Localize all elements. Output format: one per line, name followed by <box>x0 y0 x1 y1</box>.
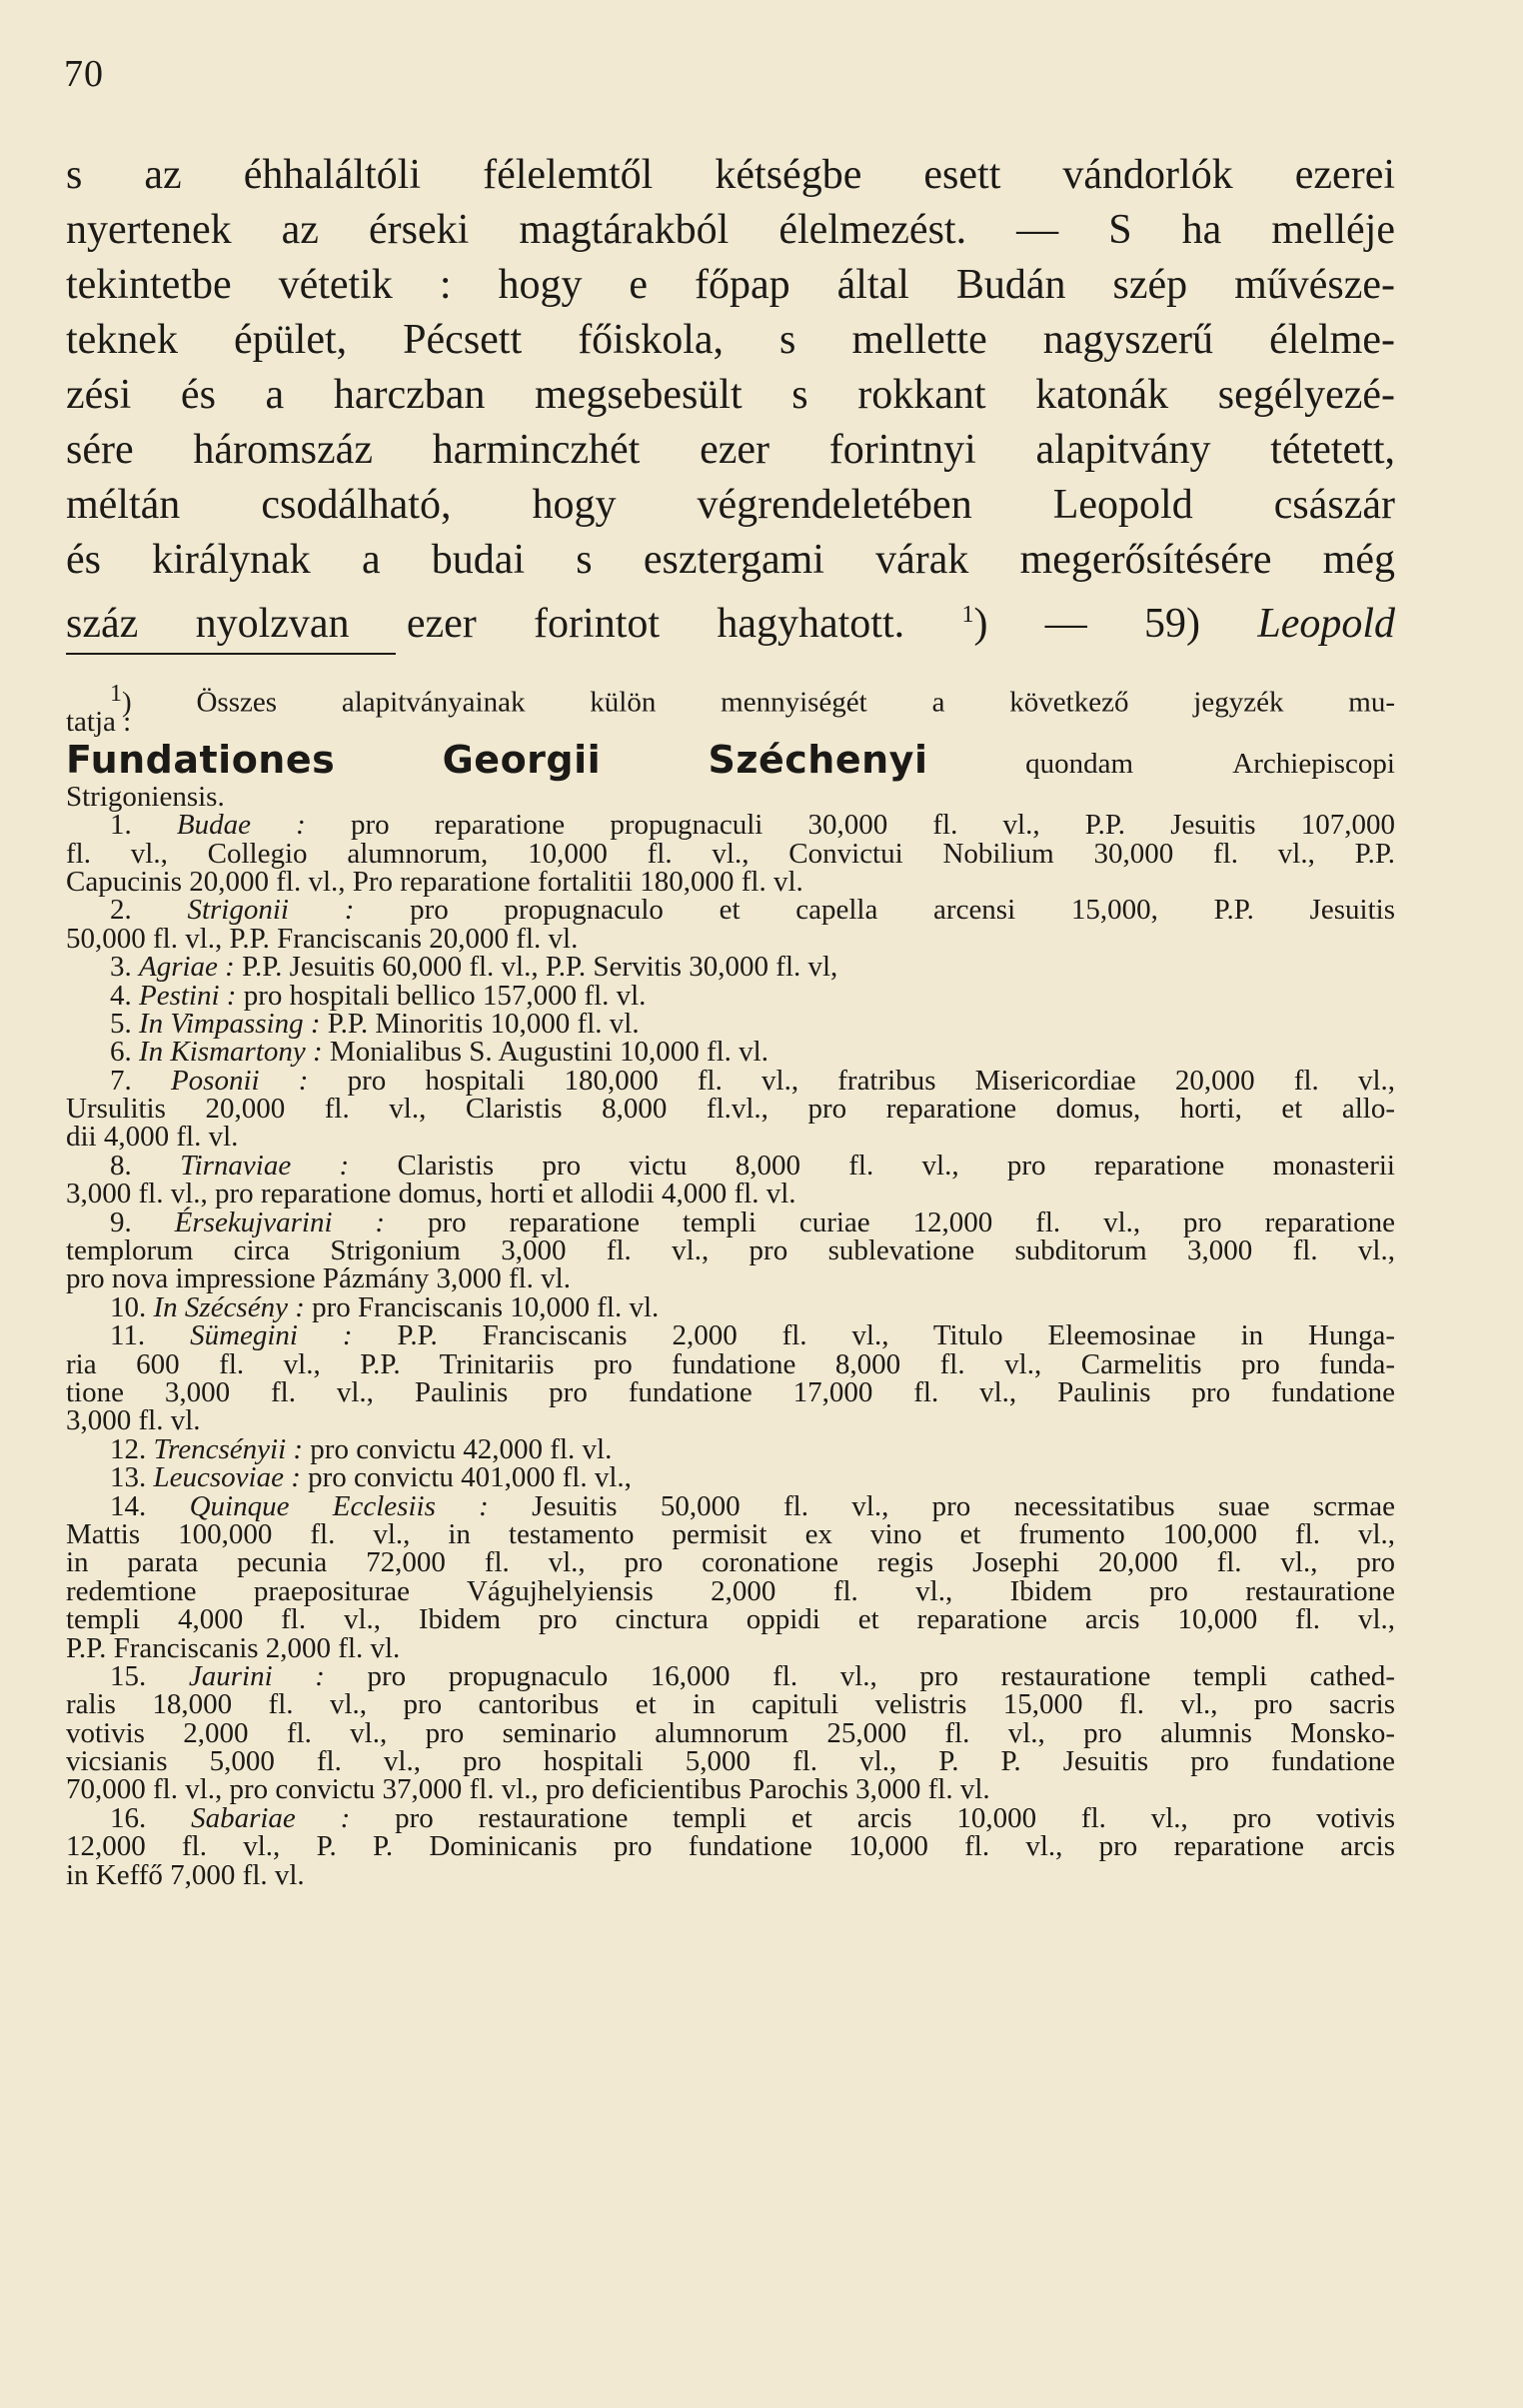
fundation-item-first-line <box>66 1319 1395 1352</box>
fundation-item-text: Monialibus S. Augustini 10,000 fl. vl. <box>329 1036 768 1069</box>
fundation-item <box>66 951 1395 984</box>
fundation-item-place: Leucsoviae : <box>153 1461 309 1494</box>
fundation-item-number: 6. <box>110 1036 139 1069</box>
footnote-reference[interactable]: 1 <box>961 602 974 628</box>
fundation-item-line: P.P. Franciscanis 2,000 fl. vl. <box>66 1631 401 1664</box>
main-text-line: tekintetbe vétetik : hogy e főpap által Budán szép művésze- <box>66 262 1395 308</box>
main-last-text: száz nyolzvan ezer forintot hagyhatott. <box>66 601 905 647</box>
fundation-item-line: templorum circa Strigonium 3,000 fl. vl., pro sublevatione subditorum 3,000 fl. vl., <box>66 1234 1395 1267</box>
fundation-item-line: in parata pecunia 72,000 fl. vl., pro coronatione regis Josephi 20,000 fl. vl., pro <box>66 1546 1395 1579</box>
fundation-item-first-line <box>66 809 1395 842</box>
fundation-item-text: pro hospitali 180,000 fl. vl., fratribus Misericordiae 20,000 fl. vl., <box>347 1064 1396 1097</box>
fundation-item <box>66 1489 1396 1664</box>
fundation-item <box>66 811 1395 896</box>
fundation-item-line: pro nova impressione Pázmány 3,000 fl. vl. <box>66 1262 571 1295</box>
fundation-list <box>66 811 1395 1889</box>
fundation-item-line: in Keffő 7,000 fl. vl. <box>66 1858 305 1891</box>
main-last-italic: Leopold <box>1257 601 1396 647</box>
fundation-item-first-line <box>66 1036 1395 1069</box>
fundation-item-place: Érsekujvarini : <box>174 1205 428 1238</box>
fundation-item-text: pro reparatione templi curiae 12,000 fl. vl., pro reparatione <box>427 1205 1395 1238</box>
fundation-item <box>66 1290 1395 1323</box>
fundation-item-number: 10. <box>110 1290 154 1323</box>
fundation-item-number: 8. <box>110 1149 181 1182</box>
fundation-item-number: 2. <box>110 894 188 927</box>
fundation-item <box>66 1149 1395 1210</box>
fundation-item-number: 13. <box>110 1461 154 1494</box>
fundation-item <box>66 1461 1395 1494</box>
fundation-item-line: Capucinis 20,000 fl. vl., Pro reparatione fortalitii 180,000 fl. vl. <box>66 865 803 898</box>
fundation-item <box>66 1801 1396 1891</box>
fundation-item-line: Ursulitis 20,000 fl. vl., Claristis 8,000 fl.vl., pro reparatione domus, horti, et allo- <box>66 1093 1395 1126</box>
fundation-item-place: In Kismartony : <box>139 1036 330 1069</box>
fundation-item-line: ralis 18,000 fl. vl., pro cantoribus et in capituli velistris 15,000 fl. vl., pro sacris <box>66 1688 1395 1721</box>
fundation-item-first-line <box>66 1461 1395 1494</box>
fundation-item <box>66 1432 1395 1465</box>
fundation-item-place: Budae : <box>176 809 351 842</box>
footnote-intro-line2: tatja : <box>66 706 132 739</box>
fundation-item-place: Agriae : <box>139 951 243 984</box>
fundation-item-number: 14. <box>110 1489 190 1522</box>
fundation-item-text: pro Franciscanis 10,000 fl. vl. <box>312 1290 660 1323</box>
fundation-item-text: pro reparatione propugnaculi 30,000 fl. vl., P.P. Jesuitis 107,000 <box>350 809 1395 842</box>
fundationes-heading-bold <box>66 738 927 782</box>
fundation-item <box>66 1321 1395 1435</box>
fundation-item-number: 5. <box>110 1007 139 1040</box>
fundation-item-place: In Vimpassing : <box>139 1007 328 1040</box>
fundation-item-text: pro restauratione templi et arcis 10,000 fl. vl., pro votivis <box>395 1801 1396 1834</box>
fundation-item-text: P.P. Minoritis 10,000 fl. vl. <box>327 1007 640 1040</box>
page-number: 70 <box>64 53 104 95</box>
fundation-item-first-line <box>66 1290 1395 1323</box>
fundation-item-first-line <box>66 1205 1395 1238</box>
heading-bold-main: Fundationes Georgii Szécheny <box>66 737 914 782</box>
fundation-item-number: 9. <box>110 1205 175 1238</box>
footnote-divider <box>66 653 396 655</box>
fundation-item-place: Sabariae : <box>191 1801 396 1834</box>
fundation-item-line: templi 4,000 fl. vl., Ibidem pro cinctura oppidi et reparatione arcis 10,000 fl. vl., <box>66 1603 1395 1636</box>
fundation-item-first-line <box>66 1007 1395 1040</box>
fundationes-heading <box>66 737 1395 783</box>
footnote-mark: 1 <box>110 681 122 707</box>
main-text-line: s az éhhaláltóli félelemtől kétségbe esett vándorlók ezerei <box>66 152 1395 198</box>
fundation-item-text: pro propugnaculo 16,000 fl. vl., pro restauratione templi cathed- <box>367 1659 1395 1692</box>
footnote-block <box>66 680 1395 1889</box>
fundation-item-place: Posonii : <box>170 1064 348 1097</box>
fundation-item-first-line <box>66 951 1395 984</box>
fundation-item-place: Sümegini : <box>190 1319 398 1352</box>
fundation-item-text: pro hospitali bellico 157,000 fl. vl. <box>243 979 647 1012</box>
fundation-item-place: Pestini : <box>139 979 244 1012</box>
fundation-item-place: Trencsényii : <box>153 1432 311 1465</box>
fundation-item-line: 70,000 fl. vl., pro convictu 37,000 fl. vl., pro deficientibus Parochis 3,000 fl. vl. <box>66 1773 990 1806</box>
heading-bold-tail: i <box>913 737 928 782</box>
fundation-item-line: 3,000 fl. vl., pro reparatione domus, horti et allodii 4,000 fl. vl. <box>66 1178 796 1210</box>
fundation-item-line: 3,000 fl. vl. <box>66 1404 201 1437</box>
main-last-after: ) — 59) <box>973 601 1201 647</box>
fundation-item-number: 16. <box>110 1801 192 1834</box>
fundationes-heading-line2: Strigoniensis. <box>66 780 225 813</box>
fundation-item-place: Quinque Ecclesiis : <box>189 1489 533 1522</box>
fundation-item-line: 12,000 fl. vl., P. P. Dominicanis pro fundatione 10,000 fl. vl., pro reparatione arcis <box>66 1830 1395 1863</box>
fundation-item-place: In Szécsény : <box>153 1290 313 1323</box>
fundation-item-text: P.P. Jesuitis 60,000 fl. vl., P.P. Servitis 30,000 fl. vl, <box>242 951 838 984</box>
fundation-item-place: Tirnaviae : <box>180 1149 398 1182</box>
fundation-item-number: 4. <box>110 979 139 1012</box>
fundation-item-text: P.P. Franciscanis 2,000 fl. vl., Titulo Eleemosinae in Hunga- <box>397 1319 1395 1352</box>
fundation-item-text: pro convictu 401,000 fl. vl., <box>308 1461 632 1494</box>
fundation-item <box>66 1205 1395 1295</box>
fundation-item-number: 7. <box>110 1064 171 1097</box>
fundation-item-line: redemtione praepositurae Vágujhelyiensis 2,000 fl. vl., Ibidem pro restauratione <box>66 1574 1395 1607</box>
fundation-item-number: 11. <box>110 1319 191 1352</box>
fundation-item-number: 1. <box>110 809 177 842</box>
fundation-item <box>66 1007 1395 1040</box>
fundation-item-line: ria 600 fl. vl., P.P. Trinitariis pro fundatione 8,000 fl. vl., Carmelitis pro funda- <box>66 1347 1395 1380</box>
main-text-line: sére háromszáz harminczhét ezer forintnyi alapitvány tétetett, <box>66 427 1395 473</box>
fundation-item-first-line <box>66 1489 1396 1522</box>
fundation-item-line: tione 3,000 fl. vl., Paulinis pro fundatione 17,000 fl. vl., Paulinis pro fundatione <box>66 1375 1395 1408</box>
main-text-line: nyertenek az érseki magtárakból élelmezést. — S ha melléje <box>66 207 1395 253</box>
fundation-item-number: 15. <box>110 1659 189 1692</box>
fundation-item-place: Jaurini : <box>188 1659 368 1692</box>
fundation-item-first-line <box>66 1801 1396 1834</box>
main-text-line: zési és a harczban megsebesült s rokkant katonák segélyezé- <box>66 372 1395 418</box>
fundation-item-text: pro convictu 42,000 fl. vl. <box>310 1432 613 1465</box>
main-text-last-line <box>66 588 1396 647</box>
fundation-item <box>66 1659 1395 1806</box>
main-text-line: méltán csodálható, hogy végrendeletében Leopold császár <box>66 482 1395 528</box>
fundation-item-first-line <box>66 1064 1396 1097</box>
fundation-item <box>66 1064 1396 1154</box>
fundation-item-line: Mattis 100,000 fl. vl., in testamento permisit ex vino et frumento 100,000 fl. vl., <box>66 1517 1395 1550</box>
fundation-item-text: pro propugnaculo et capella arcensi 15,000, P.P. Jesuitis <box>410 894 1396 927</box>
fundation-item-first-line <box>66 894 1396 927</box>
fundation-item <box>66 1036 1395 1069</box>
fundation-item-text: Jesuitis 50,000 fl. vl., pro necessitatibus suae scrmae <box>532 1489 1396 1522</box>
fundation-item <box>66 896 1395 953</box>
main-text-line: és királynak a budai s esztergami várak megerősítésére még <box>66 537 1395 583</box>
fundation-item-first-line <box>66 1432 1395 1465</box>
fundation-item <box>66 979 1395 1012</box>
fundation-item-line: votivis 2,000 fl. vl., pro seminario alumnorum 25,000 fl. vl., pro alumnis Monsko- <box>66 1716 1395 1749</box>
fundationes-heading-rest: quondam Archiepiscopi <box>1025 747 1395 780</box>
fundation-item-place: Strigonii : <box>187 894 411 927</box>
fundation-item-line: 50,000 fl. vl., P.P. Franciscanis 20,000 fl. vl. <box>66 922 579 955</box>
fundation-item-number: 12. <box>110 1432 154 1465</box>
fundation-item-first-line <box>66 1149 1395 1182</box>
fundation-item-text: Claristis pro victu 8,000 fl. vl., pro reparatione monasterii <box>397 1149 1395 1182</box>
footnote-intro-text: ) Összes alapitványainak külön mennyiségét a következő jegyzék mu- <box>122 686 1395 719</box>
fundation-item-line: vicsianis 5,000 fl. vl., pro hospitali 5,000 fl. vl., P. P. Jesuitis pro fundatione <box>66 1745 1395 1778</box>
main-text-line: teknek épület, Pécsett főiskola, s mellette nagyszerű élelme- <box>66 317 1395 363</box>
fundation-item-line: fl. vl., Collegio alumnorum, 10,000 fl. vl., Convictui Nobilium 30,000 fl. vl., P.P. <box>66 837 1395 870</box>
fundation-item-number: 3. <box>110 951 139 984</box>
main-text-block <box>66 148 1396 647</box>
footnote-intro <box>66 680 1395 719</box>
fundation-item-first-line <box>66 979 1395 1012</box>
fundation-item-first-line <box>66 1659 1395 1692</box>
fundation-item-line: dii 4,000 fl. vl. <box>66 1121 239 1154</box>
